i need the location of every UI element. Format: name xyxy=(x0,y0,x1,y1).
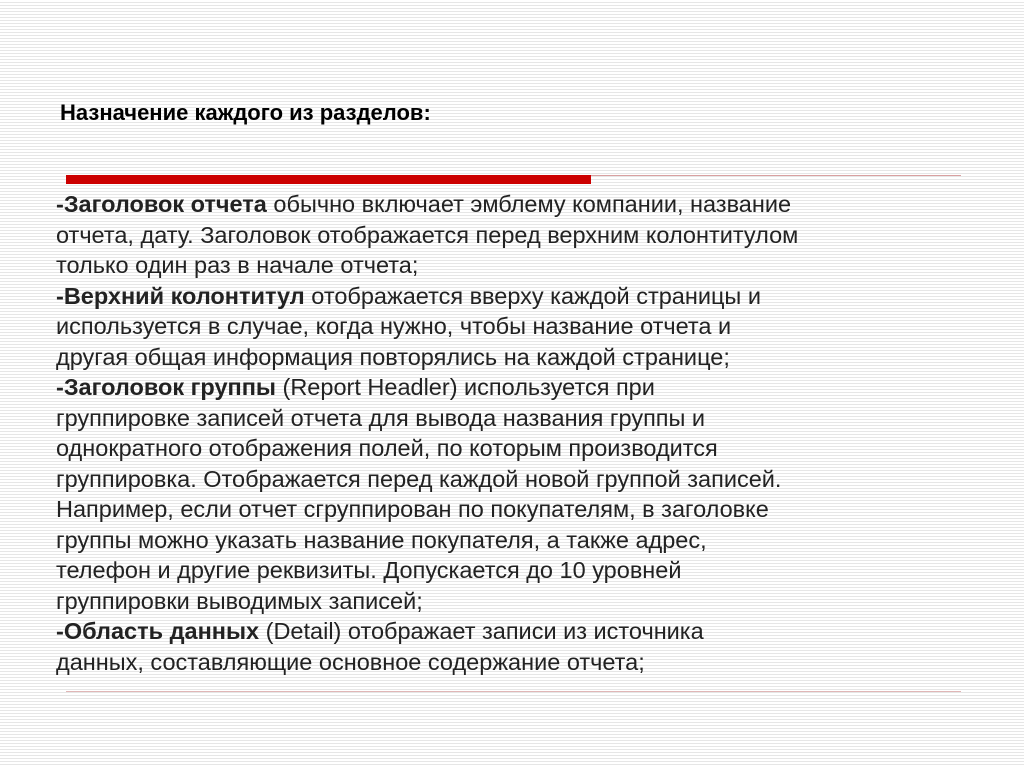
text-line: группировки выводимых записей; xyxy=(56,587,423,614)
text-line: используется в случае, когда нужно, чтобы название отчета и xyxy=(56,313,732,339)
text-line: телефон и другие реквизиты. Допускается до 10 уровней xyxy=(56,557,682,583)
text-line: группировка. Отображается перед каждой новой группой записей. xyxy=(56,465,782,492)
text-line: -Верхний колонтитул отображается вверху каждой страницы и xyxy=(56,282,761,309)
accent-rule-thin xyxy=(591,175,961,176)
slide-body xyxy=(56,189,976,677)
text-line: только один раз в начале отчета; xyxy=(56,252,419,278)
text-line: -Область данных (Detail) отображает записи из источника xyxy=(56,618,704,644)
text-line: -Заголовок группы (Report Headler) используется при xyxy=(56,374,655,400)
text-line: отчета, дату. Заголовок отображается перед верхним колонтитулом xyxy=(56,221,799,248)
text-line: группы можно указать название покупателя, а также адрес, xyxy=(56,526,707,553)
accent-rule-thick xyxy=(66,175,591,184)
text-line: другая общая информация повторялись на каждой странице; xyxy=(56,343,730,370)
term-label: -Верхний колонтитул xyxy=(56,282,305,309)
text-line: -Заголовок отчета обычно включает эмблему компании, название xyxy=(56,191,792,217)
text-line: однократного отображения полей, по которым производится xyxy=(56,435,718,461)
slide-title: Назначение каждого из разделов: xyxy=(60,100,431,125)
term-label: -Заголовок группы xyxy=(56,374,276,400)
text-line: данных, составляющие основное содержание отчета; xyxy=(56,648,645,675)
bottom-divider xyxy=(66,691,961,692)
term-label: -Область данных xyxy=(56,618,260,644)
text-line: Например, если отчет сгруппирован по покупателям, в заголовке xyxy=(56,496,769,522)
text-line: группировке записей отчета для вывода названия группы и xyxy=(56,404,706,431)
term-label: -Заголовок отчета xyxy=(56,191,267,217)
